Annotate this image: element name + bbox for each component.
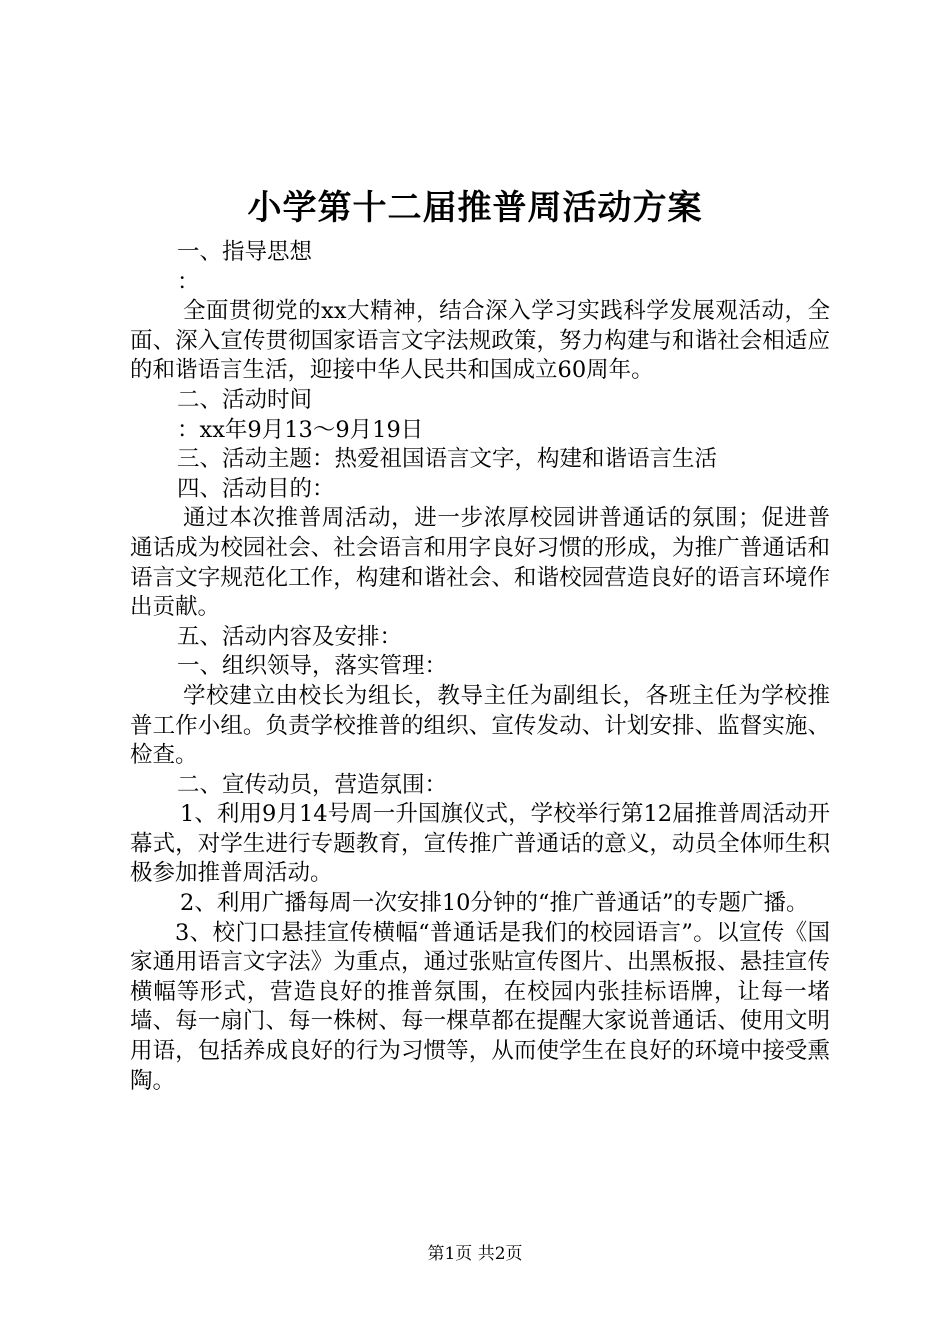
page-footer: 第1页 共2页 xyxy=(427,1244,523,1264)
heading-guiding-thought: 一、指导思想 xyxy=(177,239,313,265)
document-body xyxy=(130,238,830,1096)
paragraph-organization: 学校建立由校长为组长，教导主任为副组长，各班主任为学校推普工作小组。负责学校推普的组织、宣传发动、计划安排、监督实施、检查。 xyxy=(130,682,830,769)
paragraph-item-3: 3、校门口悬挂宣传横幅“普通话是我们的校园语言”。以宣传《国家通用语言文字法》为重点，通过张贴宣传图片、出黑板报、悬挂宣传横幅等形式，营造良好的推普氛围，在校园内张挂标语牌，让每一堵墙、每一扇门、每一株树、每一棵草都在提醒大家说普通话、使用文明用语，包括养成良好的行为习惯等，从而使学生在良好的环境中接受熏陶。 xyxy=(130,919,830,1094)
heading-publicity: 二、宣传动员，营造氛围： xyxy=(177,771,448,798)
paragraph-item-1: 1、利用9月14号周一升国旗仪式，学校举行第12届推普周活动开幕式，对学生进行专题教育，宣传推广普通话的意义，动员全体师生积极参加推普周活动。 xyxy=(130,801,830,887)
heading-activity-purpose: 四、活动目的： xyxy=(177,475,335,502)
colon-line: ： xyxy=(177,268,200,295)
paragraph-item-2: 2、利用广播每周一次安排10分钟的“推广普通话”的专题广播。 xyxy=(180,890,809,917)
activity-time-value: ：xx年9月13～9月19日 xyxy=(177,416,424,443)
heading-activity-theme: 三、活动主题：热爱祖国语言文字，构建和谐语言生活 xyxy=(177,446,718,473)
heading-activity-time: 二、活动时间 xyxy=(177,386,313,413)
paragraph-guiding-thought: 全面贯彻党的xx大精神，结合深入学习实践科学发展观活动，全面、深入宣传贯彻国家语言文字法规政策，努力构建与和谐社会相适应的和谐语言生活，迎接中华人民共和国成立60周年。 xyxy=(130,298,830,384)
heading-organization: 一、组织领导，落实管理： xyxy=(177,653,448,680)
heading-activity-content: 五、活动内容及安排： xyxy=(177,623,403,650)
paragraph-activity-purpose: 通过本次推普周活动，进一步浓厚校园讲普通话的氛围；促进普通话成为校园社会、社会语言和用字良好习惯的形成，为推广普通话和语言文字规范化工作，构建和谐社会、和谐校园营造良好的语言环境作出贡献。 xyxy=(130,505,830,621)
document-title: 小学第十二届推普周活动方案 xyxy=(247,188,703,228)
